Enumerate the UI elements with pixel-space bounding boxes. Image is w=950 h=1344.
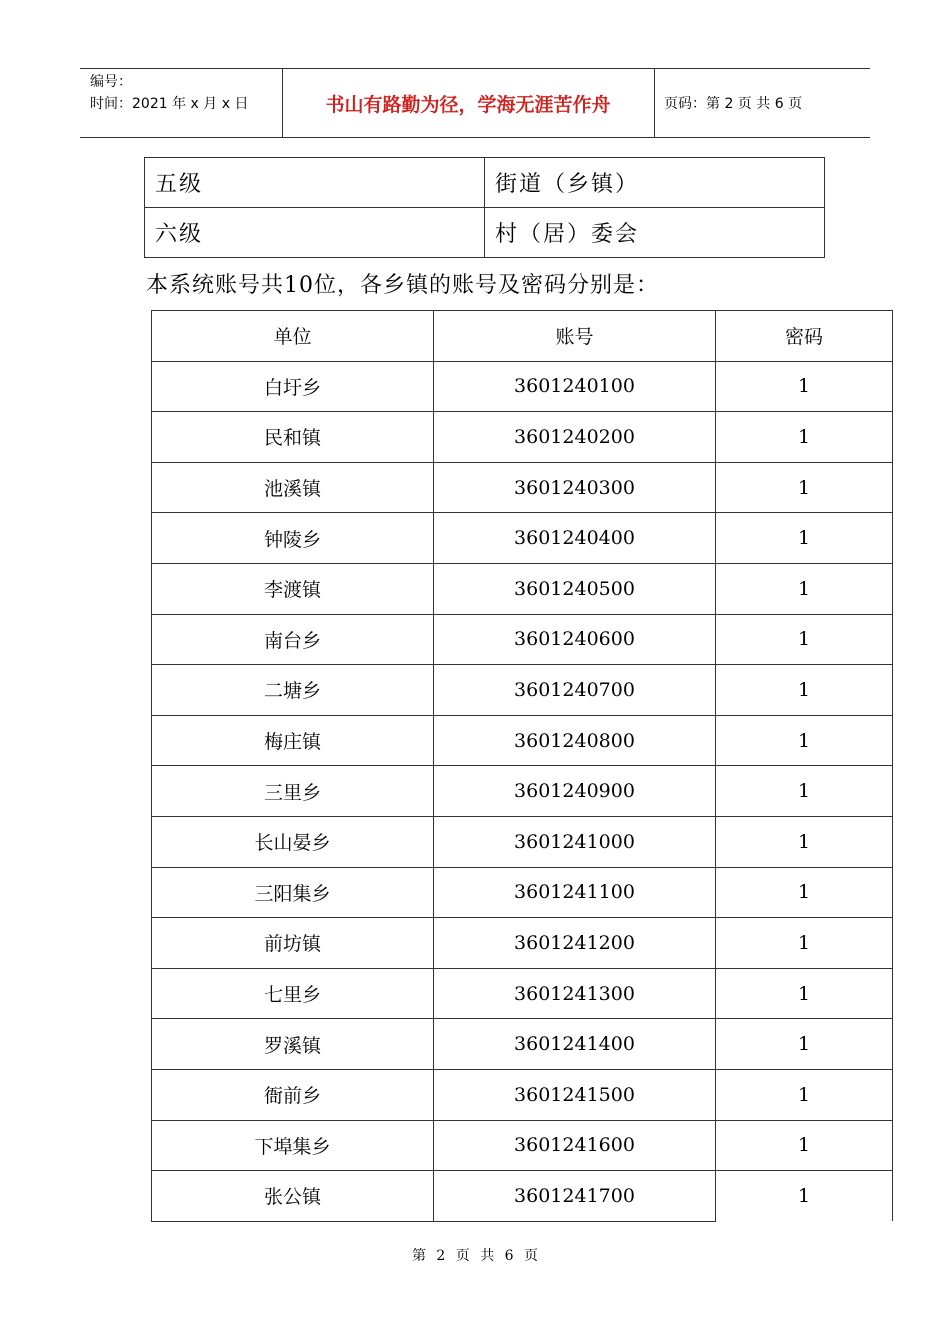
table-row [152,968,893,1019]
account-cell: 3601240700 [434,665,716,716]
table-row [152,1069,893,1120]
account-cell: 3601240500 [434,563,716,614]
table-row [152,715,893,766]
column-header-account: 账号 [434,311,716,362]
password-cell: 1 [716,563,893,614]
level-row [145,158,825,208]
password-cell: 1 [716,1019,893,1070]
level-cell: 六级 [145,208,485,258]
password-cell: 1 [716,1069,893,1120]
password-cell: 1 [716,462,893,513]
unit-cell: 三阳集乡 [152,867,434,918]
table-row [152,816,893,867]
unit-cell: 衙前乡 [152,1069,434,1120]
unit-cell: 南台乡 [152,614,434,665]
password-cell: 1 [716,968,893,1019]
password-cell: 1 [716,1120,893,1171]
level-unit-cell: 街道（乡镇） [485,158,825,208]
table-row [152,412,893,463]
account-cell: 3601240400 [434,513,716,564]
account-cell: 3601240300 [434,462,716,513]
table-row [152,614,893,665]
account-cell: 3601240600 [434,614,716,665]
account-cell: 3601240200 [434,412,716,463]
table-row [152,1120,893,1171]
unit-cell: 下埠集乡 [152,1120,434,1171]
header-page-info: 页码：第 2 页 共 6 页 [664,96,803,112]
password-cell: 1 [716,918,893,969]
table-row [152,1019,893,1070]
password-cell: 1 [716,816,893,867]
page-header [80,68,870,138]
password-cell: 1 [716,867,893,918]
account-cell: 3601240900 [434,766,716,817]
unit-cell: 七里乡 [152,968,434,1019]
unit-cell: 钟陵乡 [152,513,434,564]
accounts-table [151,310,893,1222]
column-header-unit: 单位 [152,311,434,362]
unit-cell: 罗溪镇 [152,1019,434,1070]
unit-cell: 张公镇 [152,1171,434,1222]
table-header-row [152,311,893,362]
unit-cell: 白圩乡 [152,361,434,412]
table-row [152,665,893,716]
column-header-password: 密码 [716,311,893,362]
account-cell: 3601241100 [434,867,716,918]
password-cell: 1 [716,513,893,564]
account-cell: 3601241200 [434,918,716,969]
table-row [152,766,893,817]
header-meta [90,71,280,115]
level-row [145,208,825,258]
header-motto: 书山有路勤为径，学海无涯苦作舟 [325,93,611,116]
account-cell: 3601241500 [434,1069,716,1120]
password-cell: 1 [716,715,893,766]
table-row [152,563,893,614]
table-row [152,918,893,969]
number-label: 编号： [90,74,132,90]
unit-cell: 李渡镇 [152,563,434,614]
password-cell: 1 [716,766,893,817]
unit-cell: 三里乡 [152,766,434,817]
account-cell: 3601241000 [434,816,716,867]
password-cell: 1 [716,412,893,463]
table-row [152,1171,893,1222]
table-row [152,867,893,918]
unit-cell: 前坊镇 [152,918,434,969]
unit-cell: 池溪镇 [152,462,434,513]
levels-table [144,157,825,258]
table-row [152,513,893,564]
level-unit-cell: 村（居）委会 [485,208,825,258]
unit-cell: 二塘乡 [152,665,434,716]
page-footer: 第 2 页 共 6 页 [411,1248,539,1264]
account-cell: 3601241600 [434,1120,716,1171]
unit-cell: 长山晏乡 [152,816,434,867]
table-row [152,462,893,513]
time-label: 时间：2021 年 x 月 x 日 [90,96,249,112]
password-cell: 1 [716,1171,893,1222]
account-cell: 3601241300 [434,968,716,1019]
account-cell: 3601240800 [434,715,716,766]
unit-cell: 民和镇 [152,412,434,463]
account-cell: 3601240100 [434,361,716,412]
account-cell: 3601241700 [434,1171,716,1222]
intro-text: 本系统账号共10位，各乡镇的账号及密码分别是： [146,273,659,298]
header-divider [654,69,655,137]
table-row [152,361,893,412]
password-cell: 1 [716,665,893,716]
unit-cell: 梅庄镇 [152,715,434,766]
password-cell: 1 [716,614,893,665]
account-cell: 3601241400 [434,1019,716,1070]
level-cell: 五级 [145,158,485,208]
password-cell: 1 [716,361,893,412]
